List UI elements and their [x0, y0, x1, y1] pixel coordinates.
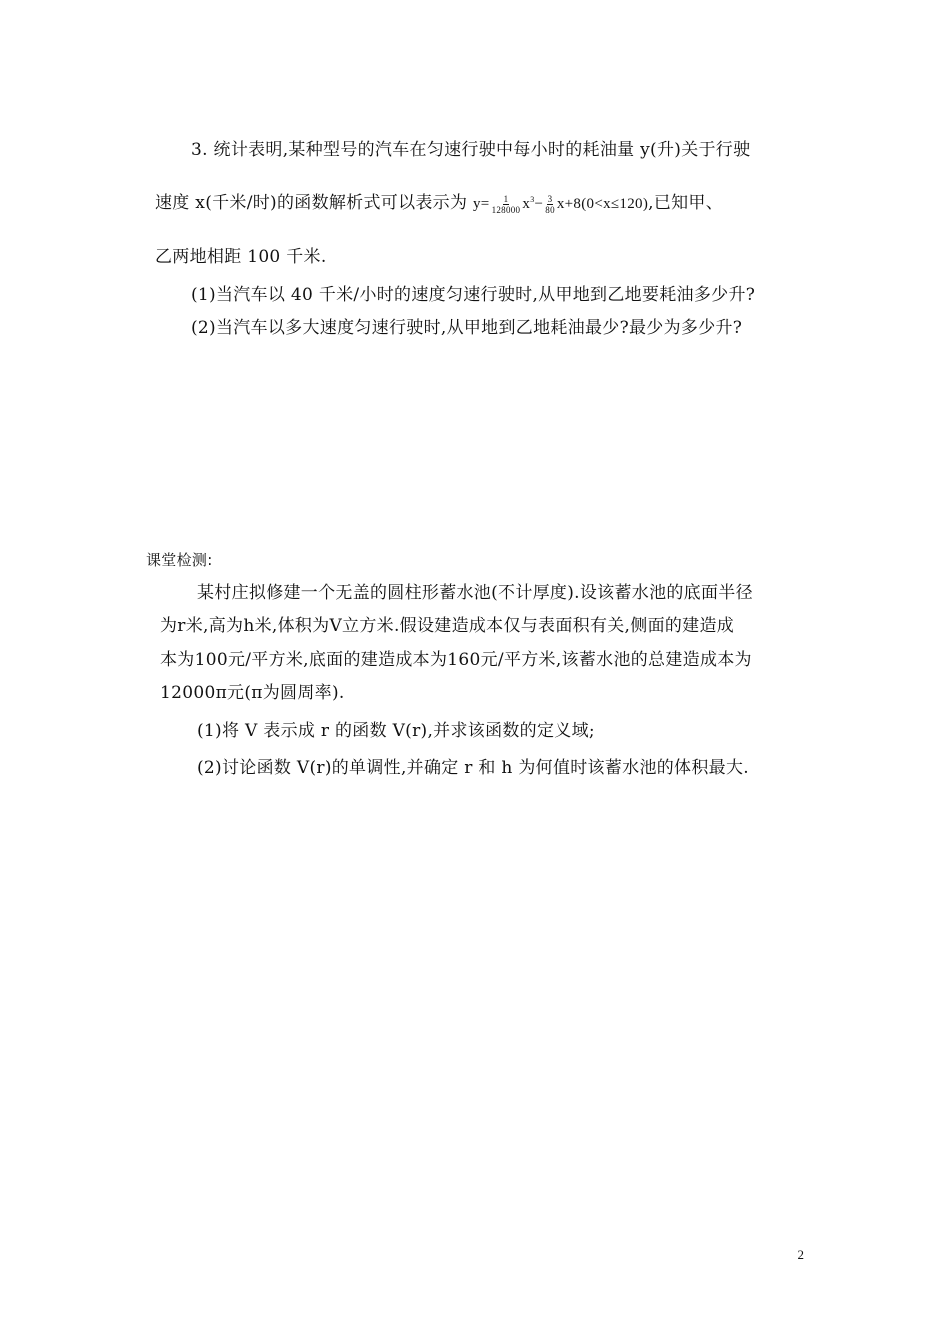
formula-fraction-2 [544, 194, 556, 215]
fraction-2-numerator: 3 [547, 193, 553, 204]
fraction-1-numerator: 1 [503, 193, 509, 204]
classroom-test-paragraph-line-3: 本为100元/平方米,底面的建造成本为160元/平方米,该蓄水池的总建造成本为 [160, 650, 752, 670]
classroom-test-question-1: (1)将 V 表示成 r 的函数 V(r),并求该函数的定义域; [197, 721, 595, 741]
classroom-test-paragraph-line-4: 12000π元(π为圆周率). [160, 683, 345, 703]
classroom-test-heading: 课堂检测: [146, 551, 213, 569]
formula-rest: x+8(0<x≤120) [556, 195, 649, 212]
formula-y-eq: y= [473, 195, 490, 212]
page-number: 2 [797, 1247, 804, 1262]
classroom-test-paragraph-line-1: 某村庄拟修建一个无盖的圆柱形蓄水池(不计厚度).设该蓄水池的底面半径 [197, 583, 753, 603]
problem-3-line-2-tail: ,已知甲、 [648, 193, 724, 213]
classroom-test-question-2: (2)讨论函数 V(r)的单调性,并确定 r 和 h 为何值时该蓄水池的体积最大. [197, 758, 749, 778]
classroom-test-paragraph-line-2: 为r米,高为h米,体积为V立方米.假设建造成本仅与表面积有关,侧面的建造成 [160, 616, 735, 636]
problem-3-line-2 [155, 191, 723, 216]
problem-3-line-2-text: 速度 x(千米/时)的函数解析式可以表示为 [155, 193, 473, 213]
fuel-consumption-formula [473, 192, 648, 216]
problem-3-question-2: (2)当汽车以多大速度匀速行驶时,从甲地到乙地耗油最少?最少为多少升? [191, 318, 743, 338]
problem-3-line-1: 3. 统计表明,某种型号的汽车在匀速行驶中每小时的耗油量 y(升)关于行驶 [191, 140, 751, 160]
problem-3-question-1: (1)当汽车以 40 千米/小时的速度匀速行驶时,从甲地到乙地要耗油多少升? [191, 285, 756, 305]
fraction-2-denominator: 80 [545, 204, 555, 215]
fraction-1-denominator: 128000 [491, 204, 521, 215]
formula-exponent: 3 [530, 194, 535, 204]
formula-x-cubed: x [522, 195, 531, 212]
formula-minus: − [534, 195, 544, 212]
formula-fraction-1 [491, 194, 522, 215]
problem-3-line-3: 乙两地相距 100 千米. [155, 247, 327, 267]
